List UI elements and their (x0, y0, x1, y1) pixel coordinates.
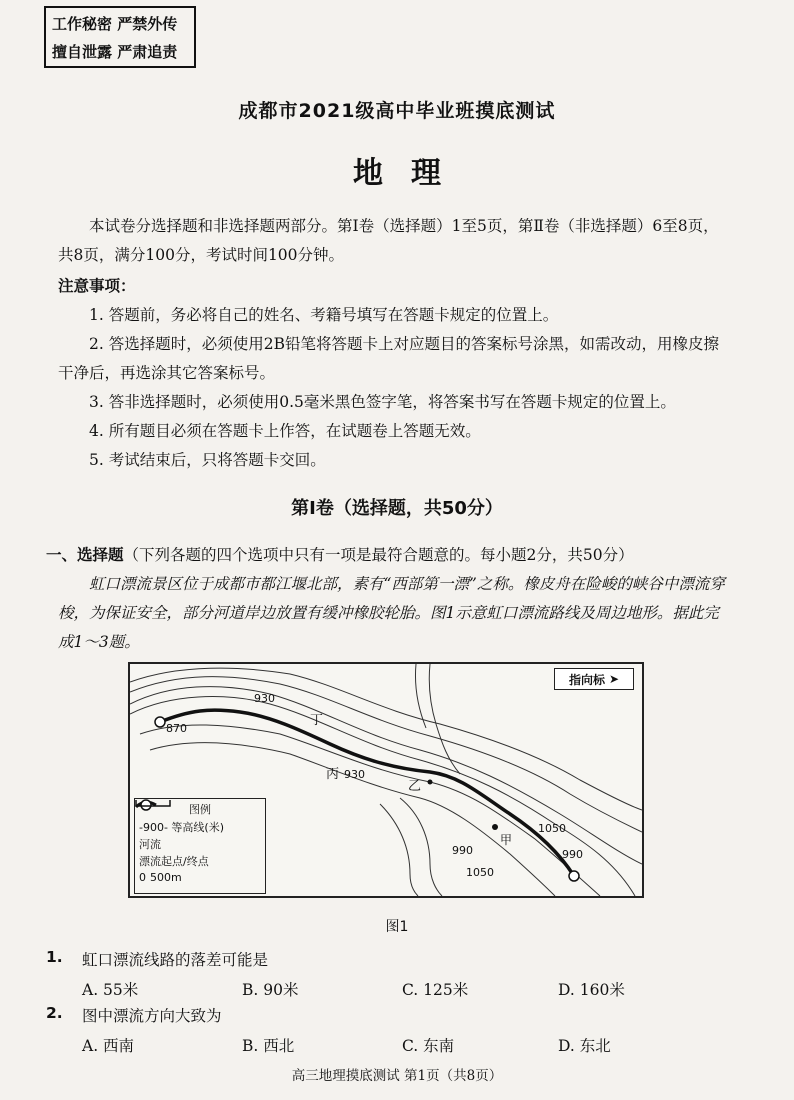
legend-point-text: 漂流起点/终点 (139, 854, 209, 868)
note-item: 4. 所有题目必须在答题卡上作答，在试题卷上答题无效。 (89, 422, 481, 440)
contour-label: 1050 (538, 822, 566, 835)
contour-label: 990 (452, 844, 473, 857)
contour-label: 930 (254, 692, 275, 705)
place-label-jia: 甲 (500, 833, 513, 847)
note-item: 2. 答选择题时，必须使用2B铅笔将答题卡上对应题目的答案标号涂黑，如需改动，用橡皮擦干净后，再选涂其它答案标号。 (58, 335, 719, 382)
question-number: 1. (46, 948, 63, 966)
note-item: 5. 考试结束后，只将答题卡交回。 (89, 451, 326, 469)
question-text: 图中漂流方向大致为 (82, 1007, 222, 1025)
question-1-options (82, 978, 682, 1000)
north-arrow (554, 668, 634, 690)
question-group-label: 一、选择题 (46, 546, 124, 564)
contour-label: 930 (344, 768, 365, 781)
legend-title: 图例 (189, 803, 211, 816)
question-number: 2. (46, 1004, 63, 1022)
page-footer: 高三地理摸底测试 第1页（共8页） (291, 1068, 503, 1084)
legend-contour-text: -900- 等高线(米) (139, 820, 225, 834)
place-label-yi: 乙 (408, 779, 422, 794)
note-item: 1. 答题前，务必将自己的姓名、考籍号填写在答题卡规定的位置上。 (89, 306, 559, 324)
place-label-bing: 丙 (326, 767, 340, 782)
notes-heading: 注意事项： (58, 277, 136, 295)
subject-title: 地理 (353, 156, 469, 191)
legend-row-scale (139, 869, 261, 886)
exam-intro: 本试卷分选择题和非选择题两部分。第Ⅰ卷（选择题）1至5页，第Ⅱ卷（非选择题）6至8页，共8页，满分100分，考试时间100分钟。 (58, 217, 719, 264)
option-c[interactable]: C. 东南 (402, 1037, 455, 1055)
scale-zero: 0 (139, 871, 146, 884)
confidential-stamp (44, 6, 196, 68)
option-d[interactable]: D. 东北 (558, 1037, 611, 1055)
legend-row-river (139, 835, 261, 852)
option-a[interactable]: A. 55米 (82, 981, 139, 999)
note-item: 3. 答非选择题时，必须使用0.5毫米黑色签字笔，将答案书写在答题卡规定的位置上。 (89, 393, 676, 411)
question-2-options (82, 1034, 682, 1056)
contour-label: 870 (166, 722, 187, 735)
question-group-instruction: （下列各题的四个选项中只有一项是最符合题意的。每小题2分，共50分） (123, 546, 634, 564)
option-c[interactable]: C. 125米 (402, 981, 469, 999)
map-legend (134, 798, 266, 894)
legend-river-text: 河流 (139, 837, 161, 851)
scale-value: 500m (150, 871, 182, 884)
reading-passage: 虹口漂流景区位于成都市都江堰北部，素有“西部第一漂”之称。橡皮舟在险峻的峡谷中漂流穿梭，为保证安全，部分河道岸边放置有缓冲橡胶轮胎。图1示意虹口漂流路线及周边地形。据此完成1～3题。 (58, 575, 725, 651)
question-text: 虹口漂流线路的落差可能是 (82, 951, 269, 969)
option-a[interactable]: A. 西南 (82, 1037, 135, 1055)
contour-label: 1050 (466, 866, 494, 879)
compass-label: 指向标 (568, 672, 605, 687)
contour-label: 990 (562, 848, 583, 861)
figure-caption: 图1 (385, 919, 409, 935)
question-group-header (46, 542, 746, 568)
place-label-ding: 丁 (310, 713, 324, 728)
option-b[interactable]: B. 90米 (242, 981, 299, 999)
stamp-line-1: 工作秘密 严禁外传 (52, 15, 178, 33)
option-d[interactable]: D. 160米 (558, 981, 625, 999)
legend-row-point (139, 852, 261, 869)
stamp-line-2: 擅自泄露 严肃追责 (52, 43, 178, 61)
option-b[interactable]: B. 西北 (242, 1037, 295, 1055)
north-arrow-icon: ➤ (608, 672, 620, 686)
legend-row-contour (139, 818, 261, 835)
scale-bar-icon (135, 799, 171, 807)
topographic-map (128, 662, 644, 898)
exam-title: 成都市2021级高中毕业班摸底测试 (238, 100, 556, 122)
section-title: 第Ⅰ卷（选择题，共50分） (291, 498, 503, 519)
